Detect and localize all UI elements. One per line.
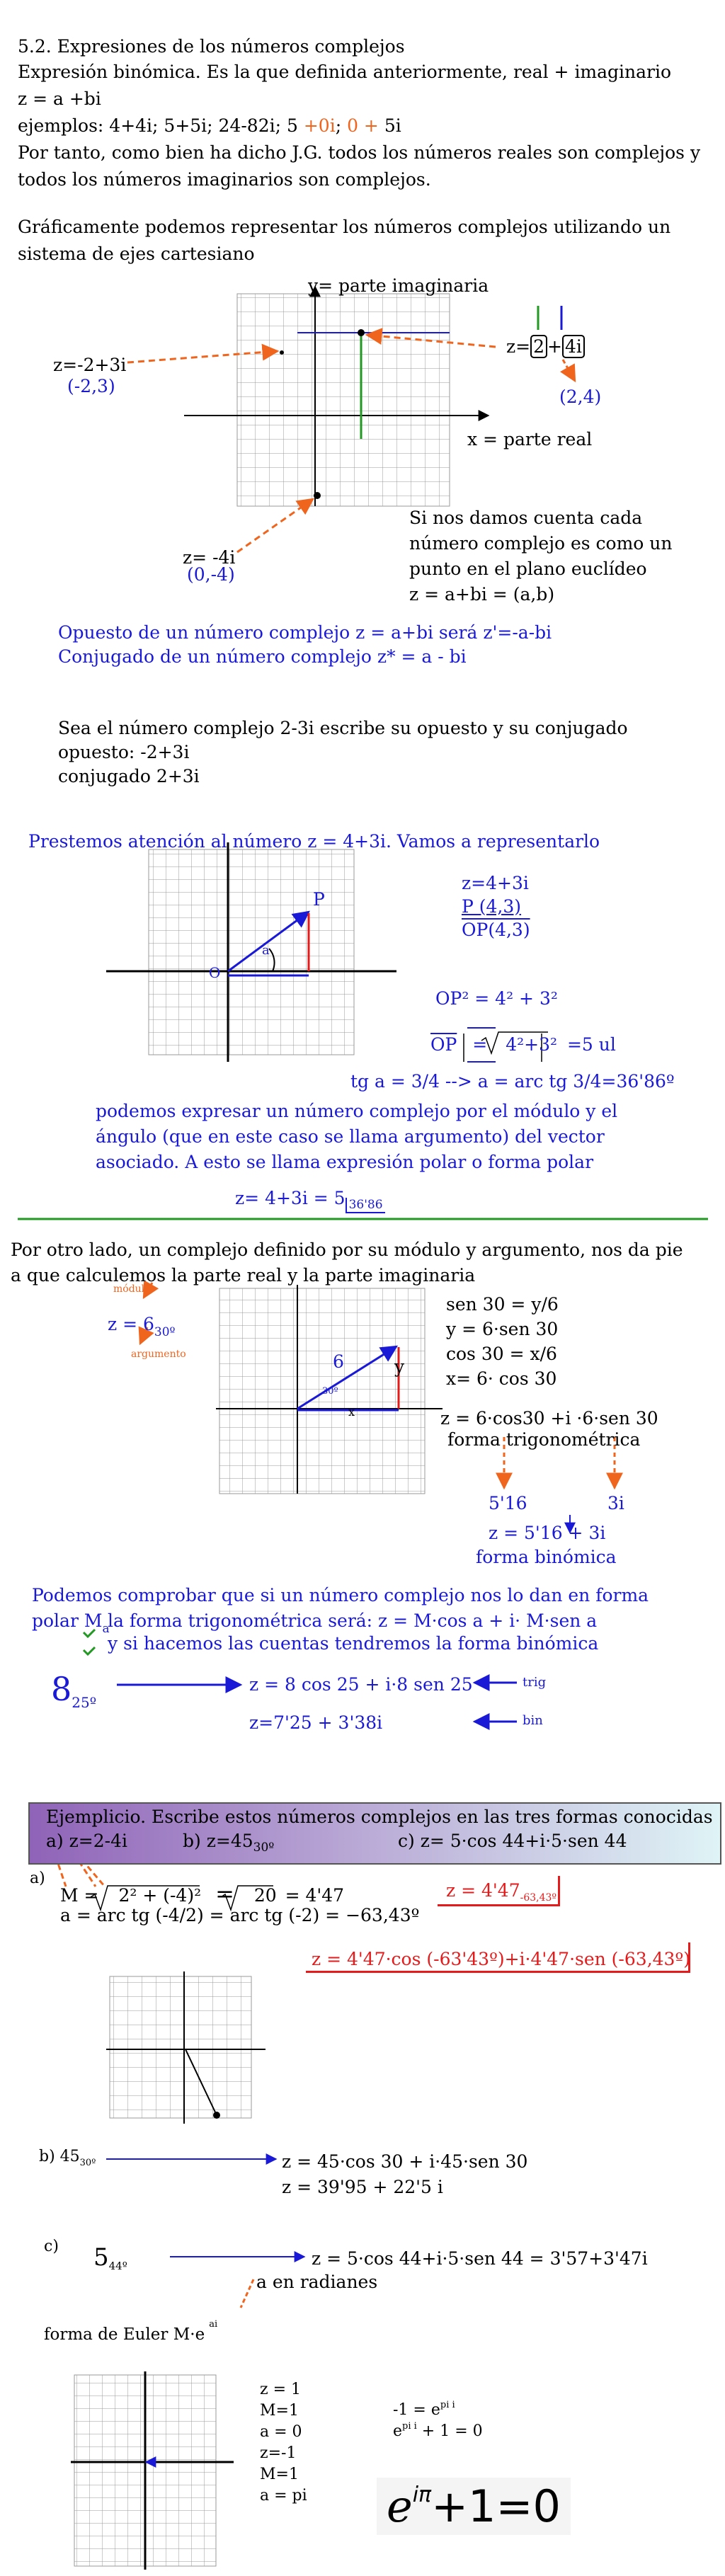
sol-b-trig: z = 45·cos 30 + i·45·sen 30 (282, 2151, 528, 2172)
point-p-label: P (313, 889, 325, 910)
text-line: Por tanto, como bien ha dicho J.G. todos los números reales son complejos y (18, 142, 701, 163)
modulus-calc (60, 1879, 344, 1908)
trig-eq: sen 30 = y/6 (446, 1294, 559, 1315)
x-leg-label: x (348, 1405, 355, 1419)
point-minus4i (314, 492, 321, 499)
examples-zero-imag: +0i (303, 115, 336, 136)
m-eq2: = (215, 1880, 234, 1907)
z2-imag: 4i (562, 335, 585, 358)
argument-calc: a = arc tg (-4/2) = arc tg (-2) = −63,43º (60, 1905, 420, 1925)
text-line: Expresión binómica. Es la que definida anteriormente, real + imaginario (18, 62, 672, 82)
sol-c-polar (93, 2243, 127, 2273)
sol-c-trig: z = 5·cos 44+i·5·sen 44 = 3'57+3'47i (312, 2248, 648, 2269)
euler-identity-1-main: -1 = e (393, 2401, 440, 2419)
sol-b-binomial: z = 39'95 + 22'5 i (282, 2177, 443, 2197)
z1-label: z=-2+3i (53, 355, 127, 375)
pointer-arrow (237, 499, 313, 552)
text-line: todos los números imaginarios son complejos. (18, 169, 431, 190)
trig-intro: Por otro lado, un complejo definido por su módulo y argumento, nos da pie (11, 1240, 683, 1260)
case-line: z=-1 (260, 2444, 297, 2462)
z2-plus: + (547, 336, 562, 357)
binomial-form: z = 5'16 + 3i (489, 1523, 606, 1543)
note-line: Si nos damos cuenta cada (409, 508, 643, 528)
y-leg-label: y (394, 1356, 405, 1377)
binomial-label: forma binómica (476, 1547, 617, 1567)
sol-b-label (39, 2147, 96, 2169)
m-eq: M = (60, 1885, 99, 1906)
polar-form (235, 1187, 385, 1213)
comprobar-line: Podemos comprobar que si un número complejo nos lo dan en forma (32, 1585, 649, 1605)
bin-tag: bin (523, 1713, 543, 1728)
point-minus2-3i (280, 350, 284, 355)
examples-text: ejemplos: 4+4i; 5+5i; 24-82i; 5 (18, 115, 304, 136)
euler-identity-1 (393, 2400, 455, 2420)
modulus-result: =5 ul (566, 1034, 616, 1055)
pointer-arrow (241, 2279, 253, 2308)
radian-note: a en radianes (256, 2272, 378, 2292)
polar-text: asociado. A esto se llama expresión polar o forma polar (96, 1152, 594, 1172)
binomial-result: z=7'25 + 3'38i (249, 1712, 383, 1733)
trig-eq: x= 6· cos 30 (446, 1368, 557, 1389)
big-polar (51, 1669, 96, 1712)
polar-text: ángulo (que en este caso se llama argumento) del vector (96, 1126, 605, 1147)
polar-text: podemos expresar un número complejo por el módulo y el (96, 1101, 618, 1121)
euler-form-sup: ai (209, 2319, 218, 2330)
z1-point: (-2,3) (67, 376, 115, 396)
trig-result: z = 4'47·cos (-63'43º)+i·4'47·sen (-63,43º) (312, 1949, 690, 1969)
case-line: M=1 (260, 2402, 299, 2420)
ejemplo-line: conjugado 2+3i (58, 766, 200, 786)
euler-identity-2-main: e (393, 2422, 403, 2440)
comprobar-line: y si hacemos las cuentas tendremos la forma binómica (108, 1633, 599, 1654)
section-heading: 5.2. Expresiones de los números complejos (18, 36, 405, 57)
big-polar-arg: 25º (72, 1694, 97, 1711)
trig-eq: cos 30 = x/6 (446, 1344, 557, 1364)
case-line: a = pi (260, 2487, 307, 2505)
trig-form: z = 6·cos30 +i ·6·sen 30 (440, 1408, 658, 1429)
trig-eq: y = 6·sen 30 (446, 1319, 559, 1339)
plot-solution-a (106, 1971, 266, 2124)
polar-m: polar M (32, 1610, 103, 1631)
modulus-eq: = (472, 1034, 488, 1055)
polar-ref: z=4+3i (462, 873, 529, 893)
euler-exponent: iπ (412, 2483, 432, 2507)
trig-form-label: forma trigonométrica (447, 1429, 641, 1450)
sol-c-label: c) (44, 2238, 59, 2255)
note-line: punto en el plano euclídeo (409, 559, 647, 579)
ejemplo-line: opuesto: -2+3i (58, 742, 190, 762)
polar-result-arg: -63,43º (520, 1892, 557, 1904)
conjugado-line: Conjugado de un número complejo z* = a - bi (58, 646, 467, 667)
z6-label (108, 1313, 176, 1340)
z6-main: z = 6 (108, 1314, 154, 1334)
exercise-b-arg: 30º (253, 1841, 275, 1855)
pointer-arrow (563, 360, 575, 381)
trig-expansion: z = 8 cos 25 + i·8 sen 25 (249, 1674, 473, 1695)
euler-rest: +1=0 (431, 2480, 561, 2532)
euler-identity-display (377, 2478, 571, 2535)
sol-a-label: a) (30, 1870, 45, 1887)
exercise-b (183, 1830, 274, 1855)
z2-real: 2 (530, 335, 547, 358)
note-line: z = a+bi = (a,b) (409, 584, 555, 605)
sol-b-arg: 30º (79, 2158, 96, 2168)
plot-final (71, 2371, 234, 2570)
op-squared: OP² = 4² + 3² (435, 988, 558, 1009)
opuesto-line: Opuesto de un número complejo z = a+bi será z'=-a-bi (58, 622, 552, 643)
hyp-label: 6 (333, 1351, 344, 1372)
euler-e: e (387, 2480, 413, 2532)
point-2-4i (358, 329, 365, 336)
sol-c-arg: 44º (108, 2260, 127, 2272)
euler-identity-2-sup: pi i (402, 2421, 417, 2432)
origin-label: O (209, 964, 221, 981)
polar-form-arg: 36'86 (346, 1198, 385, 1213)
m-result: = 4'47 (285, 1885, 345, 1906)
big-polar-mod: 8 (51, 1670, 72, 1708)
euler-identity-2 (393, 2421, 483, 2442)
polar-result (446, 1879, 556, 1905)
real-value: 5'16 (489, 1493, 527, 1513)
euler-identity-1-sup: pi i (440, 2400, 455, 2410)
tangent-line: tg a = 3/4 --> a = arc tg 3/4=36'86º (350, 1071, 675, 1092)
case-line: a = 0 (260, 2423, 302, 2441)
modulus-root: 4²+3² (506, 1034, 557, 1055)
text-line: Gráficamente podemos representar los números complejos utilizando un (18, 217, 671, 237)
text-line: z = a +bi (18, 88, 101, 109)
polar-ref: P (4,3) (462, 896, 522, 917)
euler-identity-2-rest: + 1 = 0 (416, 2422, 483, 2440)
examples-end: 5i (378, 115, 401, 136)
case-line: M=1 (260, 2466, 299, 2483)
angle-label: a (262, 943, 270, 958)
y-axis-label: y= parte imaginaria (308, 275, 489, 296)
euler-form (44, 2319, 217, 2345)
z2-label (506, 336, 585, 357)
exercise-c: c) z= 5·cos 44+i·5·sen 44 (398, 1831, 627, 1851)
euler-form-main: forma de Euler M·e (44, 2325, 205, 2344)
comprobar-line: la forma trigonométrica será: z = M·cos a + i· M·sen a (108, 1610, 598, 1631)
comprobar-line (32, 1610, 110, 1637)
examples-zero-real: 0 + (347, 115, 379, 136)
exercise-title: Ejemplicio. Escribe estos números complejos en las tres formas conocidas (46, 1807, 713, 1827)
case-line: z = 1 (260, 2381, 302, 2398)
z3-label: z= -4i (183, 547, 236, 568)
note-line: número complejo es como un (409, 533, 673, 554)
trig-intro: a que calculemos la parte real y la parte imaginaria (11, 1265, 476, 1286)
sol-b-main: b) 45 (39, 2148, 80, 2165)
text-line: sistema de ejes cartesiano (18, 244, 255, 264)
polar-result-main: z = 4'47 (446, 1880, 520, 1901)
examples-sep: ; (335, 115, 348, 136)
polar-m-sub: a (102, 1622, 110, 1636)
z3-point: (0,-4) (187, 564, 235, 585)
sol-c-mod: 5 (93, 2243, 109, 2272)
m-root2: 20 (253, 1885, 277, 1906)
x-axis-label: x = parte real (467, 429, 593, 450)
polar-form-main: z= 4+3i = 5 (235, 1188, 346, 1208)
imag-value: 3i (607, 1493, 624, 1513)
ejemplo-line: Sea el número complejo 2-3i escribe su opuesto y su conjugado (58, 718, 628, 738)
argumento-label: argumento (131, 1349, 186, 1360)
polar-title: Prestemos atención al número z = 4+3i. Vamos a representarlo (28, 831, 600, 852)
exercise-b-main: b) z=45 (183, 1831, 253, 1851)
modulus-line (430, 1034, 616, 1055)
modulo-label: módulo (113, 1283, 151, 1295)
polar-ref: OP(4,3) (462, 920, 530, 940)
m-root: 2² + (-4)² (118, 1885, 202, 1906)
z2-point: (2,4) (559, 387, 602, 407)
exercise-a: a) z=2-4i (46, 1831, 127, 1851)
angle-label: 30º (322, 1386, 338, 1397)
trig-tag: trig (523, 1675, 547, 1690)
z2-prefix: z= (506, 336, 531, 357)
modulus-op: $\overline{OP}$ (430, 1034, 457, 1055)
z6-arg: 30º (154, 1325, 176, 1339)
